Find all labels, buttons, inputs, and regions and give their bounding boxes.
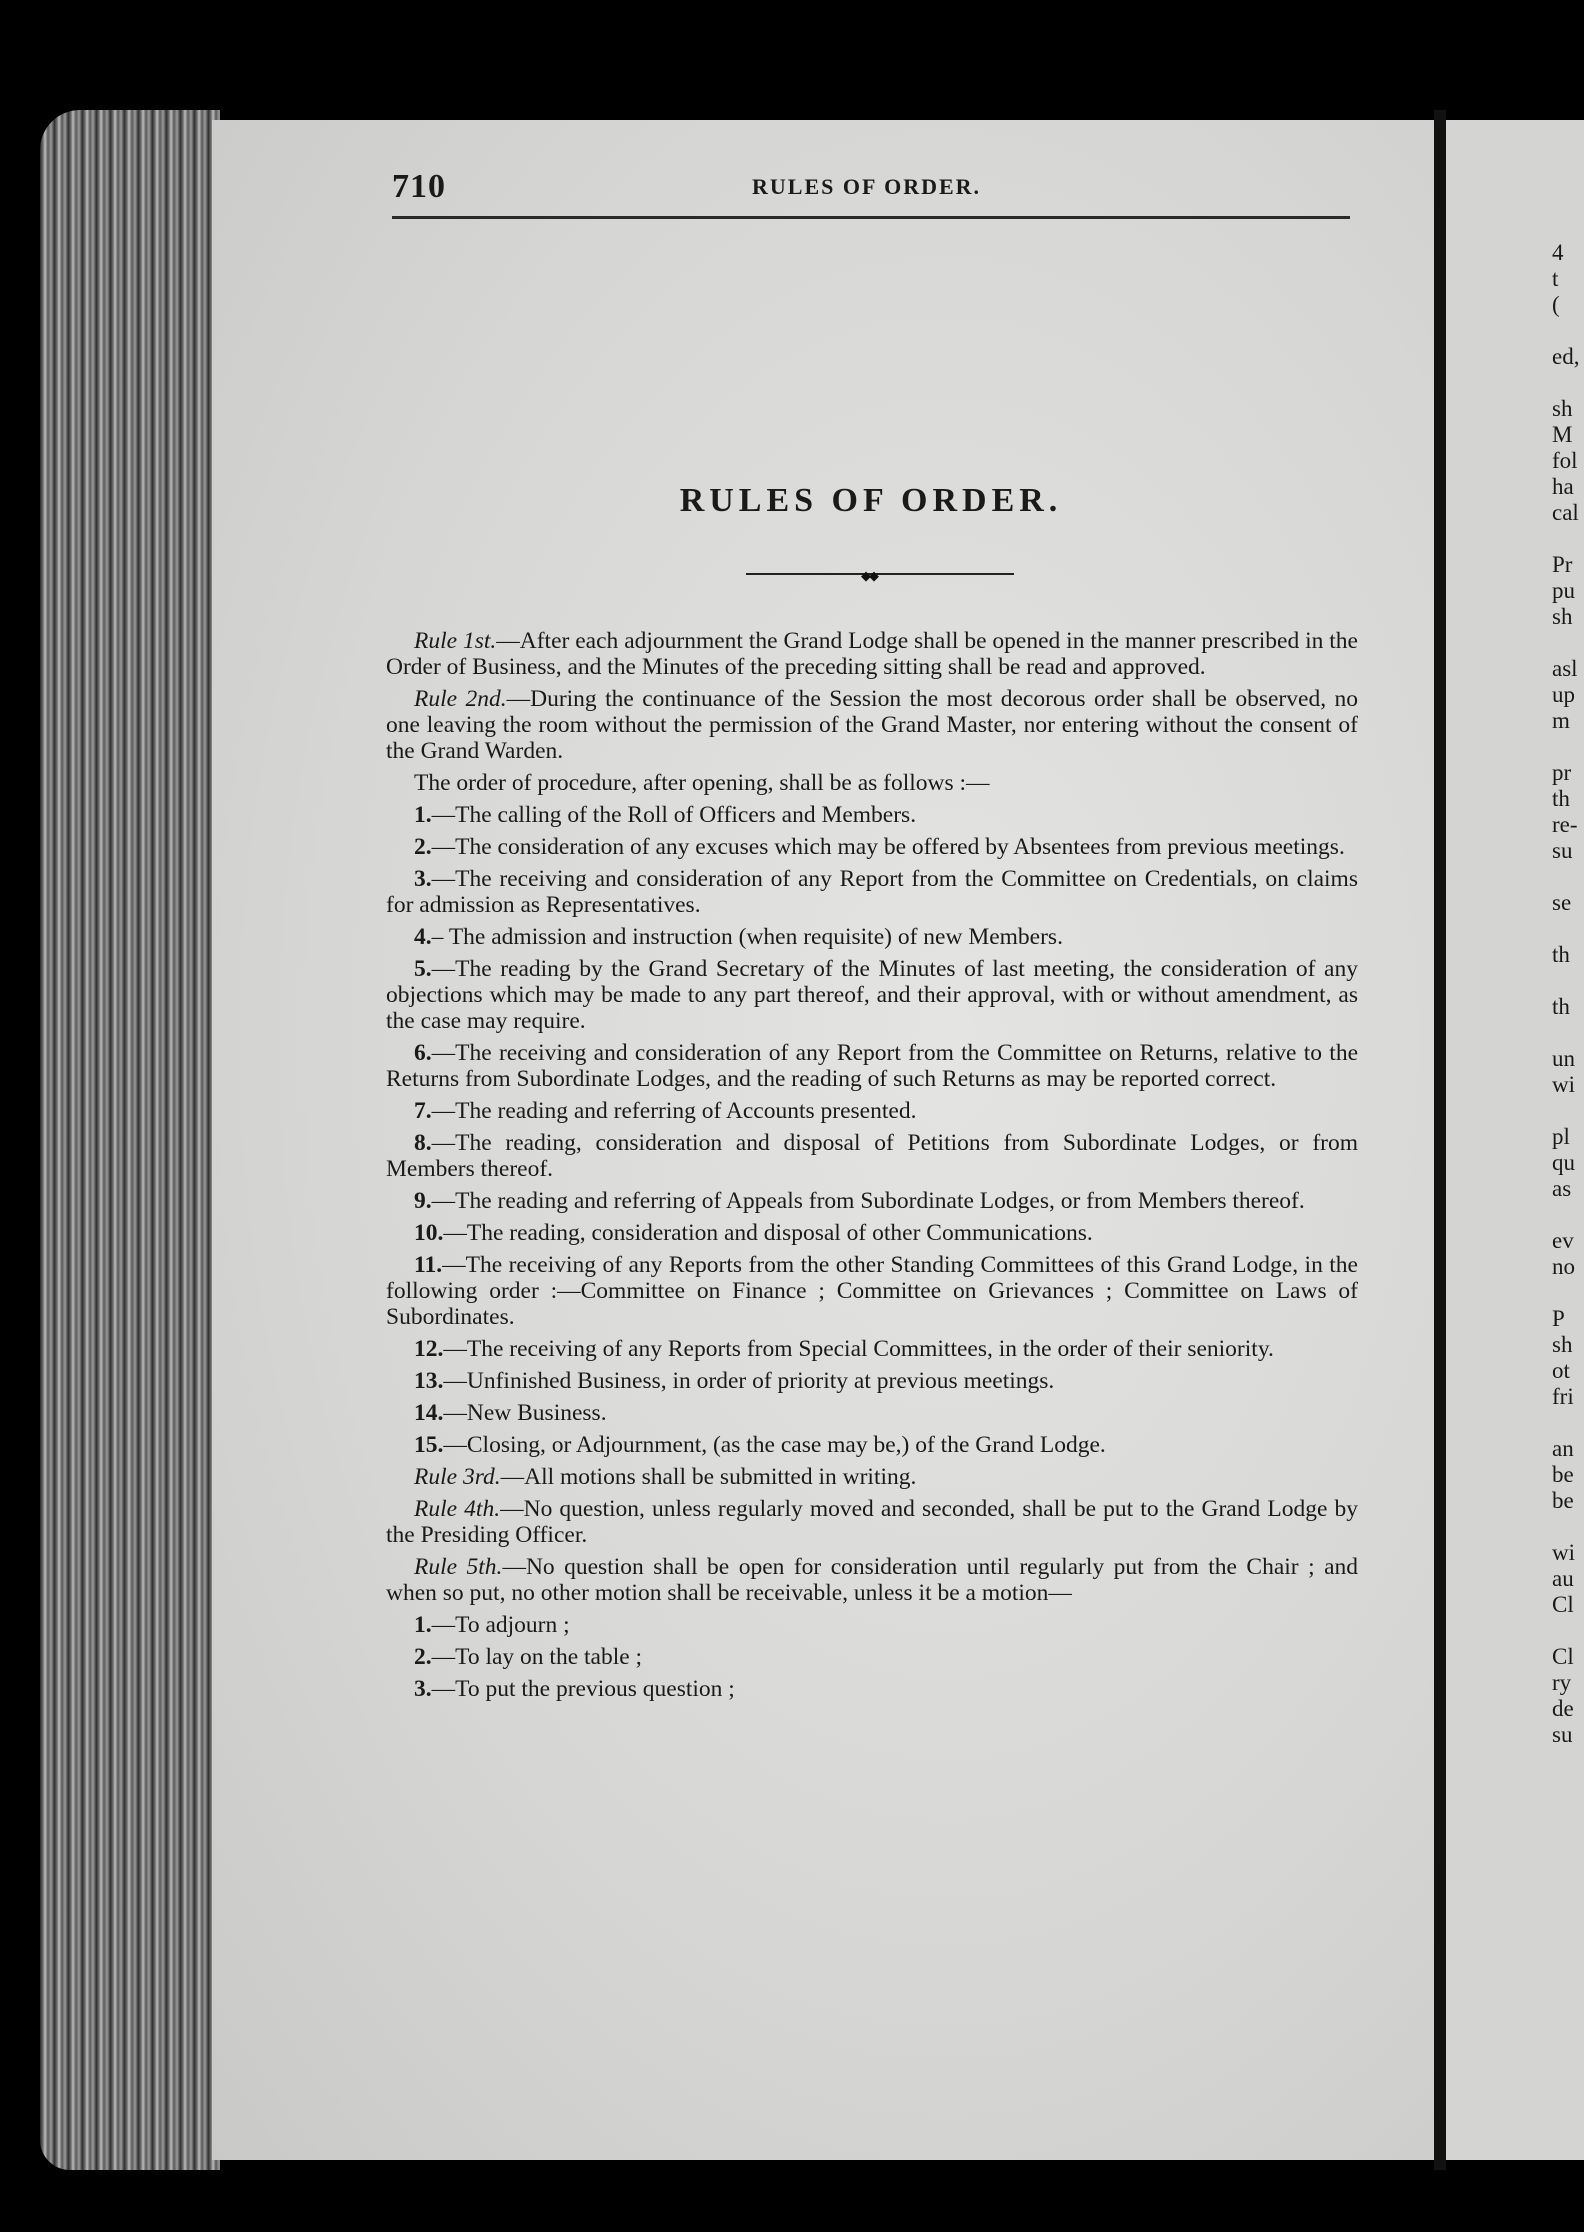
paragraph-label: 13. <box>414 1368 444 1394</box>
fragment: de <box>1552 1696 1574 1721</box>
fragment <box>1552 318 1584 344</box>
fragment: su <box>1552 838 1573 863</box>
paragraph-text: —The reading, consideration and disposal of other Communications. <box>443 1220 1093 1246</box>
paragraph-text: —The receiving and consideration of any Report from the Committee on Returns, relative to the Returns from Subordinate Lodges, and the reading of such Returns as may be reported correct. <box>386 1040 1358 1092</box>
paragraph-label: 2. <box>414 1644 432 1670</box>
fragment: wi <box>1552 1072 1575 1097</box>
paragraph-text: —The consideration of any excuses which may be offered by Absentees from previous meetings. <box>431 834 1345 860</box>
paragraph-text: The order of procedure, after opening, shall be as follows :— <box>414 770 990 796</box>
header-rule <box>392 216 1350 219</box>
fragment: wi <box>1552 1540 1575 1565</box>
paragraph-label: 2. <box>414 834 432 860</box>
paragraph-text: —The reading and referring of Appeals from Subordinate Lodges, or from Members thereof. <box>431 1188 1305 1214</box>
paragraph-label: Rule 4th. <box>414 1496 501 1522</box>
fragment: be <box>1552 1462 1574 1487</box>
paragraph <box>386 956 1358 1034</box>
running-title: RULES OF ORDER. <box>752 174 982 199</box>
paragraph-text: – The admission and instruction (when requisite) of new Members. <box>431 924 1063 950</box>
page-header <box>392 168 1350 218</box>
paragraph <box>386 628 1358 680</box>
fragment: ed, <box>1552 344 1580 369</box>
fragment: qu <box>1552 1150 1575 1175</box>
paragraph <box>386 770 1358 796</box>
paragraph <box>386 866 1358 918</box>
paragraph-label: 15. <box>414 1432 444 1458</box>
paragraph-text: —All motions shall be submitted in writing. <box>500 1464 917 1490</box>
paragraph <box>386 1040 1358 1092</box>
page-title: RULES OF ORDER. <box>679 482 1063 519</box>
paragraph <box>386 1220 1358 1246</box>
paragraph-text: —No question, unless regularly moved and seconded, shall be put to the Grand Lodge by the Presiding Officer. <box>386 1496 1358 1548</box>
fragment: pu <box>1552 578 1575 603</box>
paragraph <box>386 802 1358 828</box>
fragment: ev <box>1552 1228 1574 1253</box>
paragraph-label: Rule 2nd. <box>414 686 507 712</box>
fragment <box>1552 1020 1584 1046</box>
paragraph-label: 11. <box>414 1252 443 1278</box>
paragraph <box>386 1644 1358 1670</box>
fragment: asl <box>1552 656 1578 681</box>
fragment: be <box>1552 1488 1574 1513</box>
paragraph <box>386 834 1358 860</box>
paragraph-text: —The reading and referring of Accounts presented. <box>431 1098 917 1124</box>
fragment: ry <box>1552 1670 1572 1695</box>
paragraph <box>386 1496 1358 1548</box>
paragraph-label: 3. <box>414 866 432 892</box>
fragment <box>1552 1098 1584 1124</box>
paragraph-text: —No question shall be open for consideration until regularly put from the Chair ; and when so put, no other motion shall be receivable, unless it be a motion— <box>386 1554 1358 1606</box>
paragraph-text: —Unfinished Business, in order of priority at previous meetings. <box>443 1368 1055 1394</box>
fragment <box>1552 916 1584 942</box>
paragraph-text: —The reading, consideration and disposal of Petitions from Subordinate Lodges, or from Members thereof. <box>386 1130 1358 1182</box>
paragraph <box>386 1336 1358 1362</box>
fragment: 4 <box>1552 240 1564 265</box>
fragment: ot <box>1552 1358 1570 1383</box>
fragment: ha <box>1552 474 1574 499</box>
paragraph-label: Rule 5th. <box>414 1554 503 1580</box>
paragraph <box>386 1252 1358 1330</box>
fragment <box>1552 968 1584 994</box>
book-page-edges <box>40 110 220 2170</box>
fragment: su <box>1552 1722 1573 1747</box>
fragment: Cl <box>1552 1592 1574 1617</box>
paragraph-label: 3. <box>414 1676 432 1702</box>
paragraph-text: —The receiving of any Reports from Special Committees, in the order of their seniority. <box>443 1336 1274 1362</box>
fragment: pl <box>1552 1124 1570 1149</box>
fragment <box>1552 1514 1584 1540</box>
fragment: Pr <box>1552 552 1573 577</box>
fragment: t <box>1552 266 1559 291</box>
fragment <box>1552 1410 1584 1436</box>
paragraph-text: —Closing, or Adjournment, (as the case may be,) of the Grand Lodge. <box>443 1432 1106 1458</box>
fragment <box>1552 1618 1584 1644</box>
paragraph-label: 9. <box>414 1188 432 1214</box>
fragment: cal <box>1552 500 1579 525</box>
fragment: sh <box>1552 396 1573 421</box>
paragraph-text: —The reading by the Grand Secretary of the Minutes of last meeting, the consideration of any objections which may be made to any part thereof, and their approval, with or without amendment, as the case may require. <box>386 956 1358 1034</box>
paragraph-label: 8. <box>414 1130 432 1156</box>
paragraph-label: Rule 1st. <box>414 628 497 654</box>
paragraph-label: 5. <box>414 956 432 982</box>
paragraph-text: —During the continuance of the Session the most decorous order shall be observed, no one leaving the room without the permission of the Grand Master, nor entering without the consent of the Grand Warden. <box>386 686 1358 764</box>
fragment <box>1552 1280 1584 1306</box>
fragment: th <box>1552 786 1570 811</box>
paragraph-text: —After each adjournment the Grand Lodge shall be opened in the manner prescribed in the Order of Business, and the Minutes of the preceding sitting shall be read and approved. <box>386 628 1358 680</box>
fragment <box>1552 630 1584 656</box>
paragraph-text: —New Business. <box>443 1400 607 1426</box>
fragment: no <box>1552 1254 1575 1279</box>
paragraph-label: 7. <box>414 1098 432 1124</box>
paragraph <box>386 1432 1358 1458</box>
fragment: up <box>1552 682 1575 707</box>
book-gutter <box>1434 110 1446 2170</box>
paragraph-text: —To lay on the table ; <box>431 1644 643 1670</box>
fragment <box>1552 734 1584 760</box>
paragraph <box>386 1098 1358 1124</box>
fragment: sh <box>1552 604 1573 629</box>
paragraph-label: 1. <box>414 802 432 828</box>
fragment: un <box>1552 1046 1575 1071</box>
fragment: ( <box>1552 292 1560 317</box>
paragraph-text: —The receiving of any Reports from the other Standing Committees of this Grand Lodge, in the following order :—Committee on Finance ; Committee on Grievances ; Committee on Laws of Subordinates. <box>386 1252 1358 1330</box>
fragment: as <box>1552 1176 1572 1201</box>
title-ornament: ◆◆ <box>746 568 1014 580</box>
fragment: fri <box>1552 1384 1574 1409</box>
fragment: re- <box>1552 812 1578 837</box>
paragraph <box>386 686 1358 764</box>
next-page-text-fragments <box>1552 240 1584 1748</box>
paragraph-text: —To put the previous question ; <box>431 1676 735 1702</box>
page-number: 710 <box>392 168 446 205</box>
fragment: sh <box>1552 1332 1573 1357</box>
fragment: au <box>1552 1566 1574 1591</box>
paragraph-text: —The calling of the Roll of Officers and Members. <box>431 802 917 828</box>
paragraph-label: 10. <box>414 1220 444 1246</box>
paragraph <box>386 1400 1358 1426</box>
fragment: P <box>1552 1306 1565 1331</box>
paragraph <box>386 1612 1358 1638</box>
paragraph <box>386 924 1358 950</box>
fragment: m <box>1552 708 1570 733</box>
paragraph-text: —The receiving and consideration of any Report from the Committee on Credentials, on claims for admission as Representatives. <box>386 866 1358 918</box>
fragment: an <box>1552 1436 1574 1461</box>
paragraph-label: Rule 3rd. <box>414 1464 501 1490</box>
paragraph-label: 4. <box>414 924 432 950</box>
fragment: Cl <box>1552 1644 1574 1669</box>
paragraph <box>386 1188 1358 1214</box>
paragraph-text: —To adjourn ; <box>431 1612 570 1638</box>
fragment: M <box>1552 422 1573 447</box>
fragment: th <box>1552 994 1570 1019</box>
paragraph <box>386 1676 1358 1702</box>
paragraph-label: 14. <box>414 1400 444 1426</box>
fragment: se <box>1552 890 1572 915</box>
fragment: pr <box>1552 760 1572 785</box>
paragraph <box>386 1130 1358 1182</box>
rules-body <box>386 628 1358 1708</box>
paragraph <box>386 1464 1358 1490</box>
fragment <box>1552 864 1584 890</box>
fragment: fol <box>1552 448 1578 473</box>
fragment: th <box>1552 942 1570 967</box>
paragraph <box>386 1554 1358 1606</box>
paragraph <box>386 1368 1358 1394</box>
paragraph-label: 1. <box>414 1612 432 1638</box>
paragraph-label: 12. <box>414 1336 444 1362</box>
fragment <box>1552 370 1584 396</box>
paragraph-label: 6. <box>414 1040 432 1066</box>
fragment <box>1552 526 1584 552</box>
fragment <box>1552 1202 1584 1228</box>
